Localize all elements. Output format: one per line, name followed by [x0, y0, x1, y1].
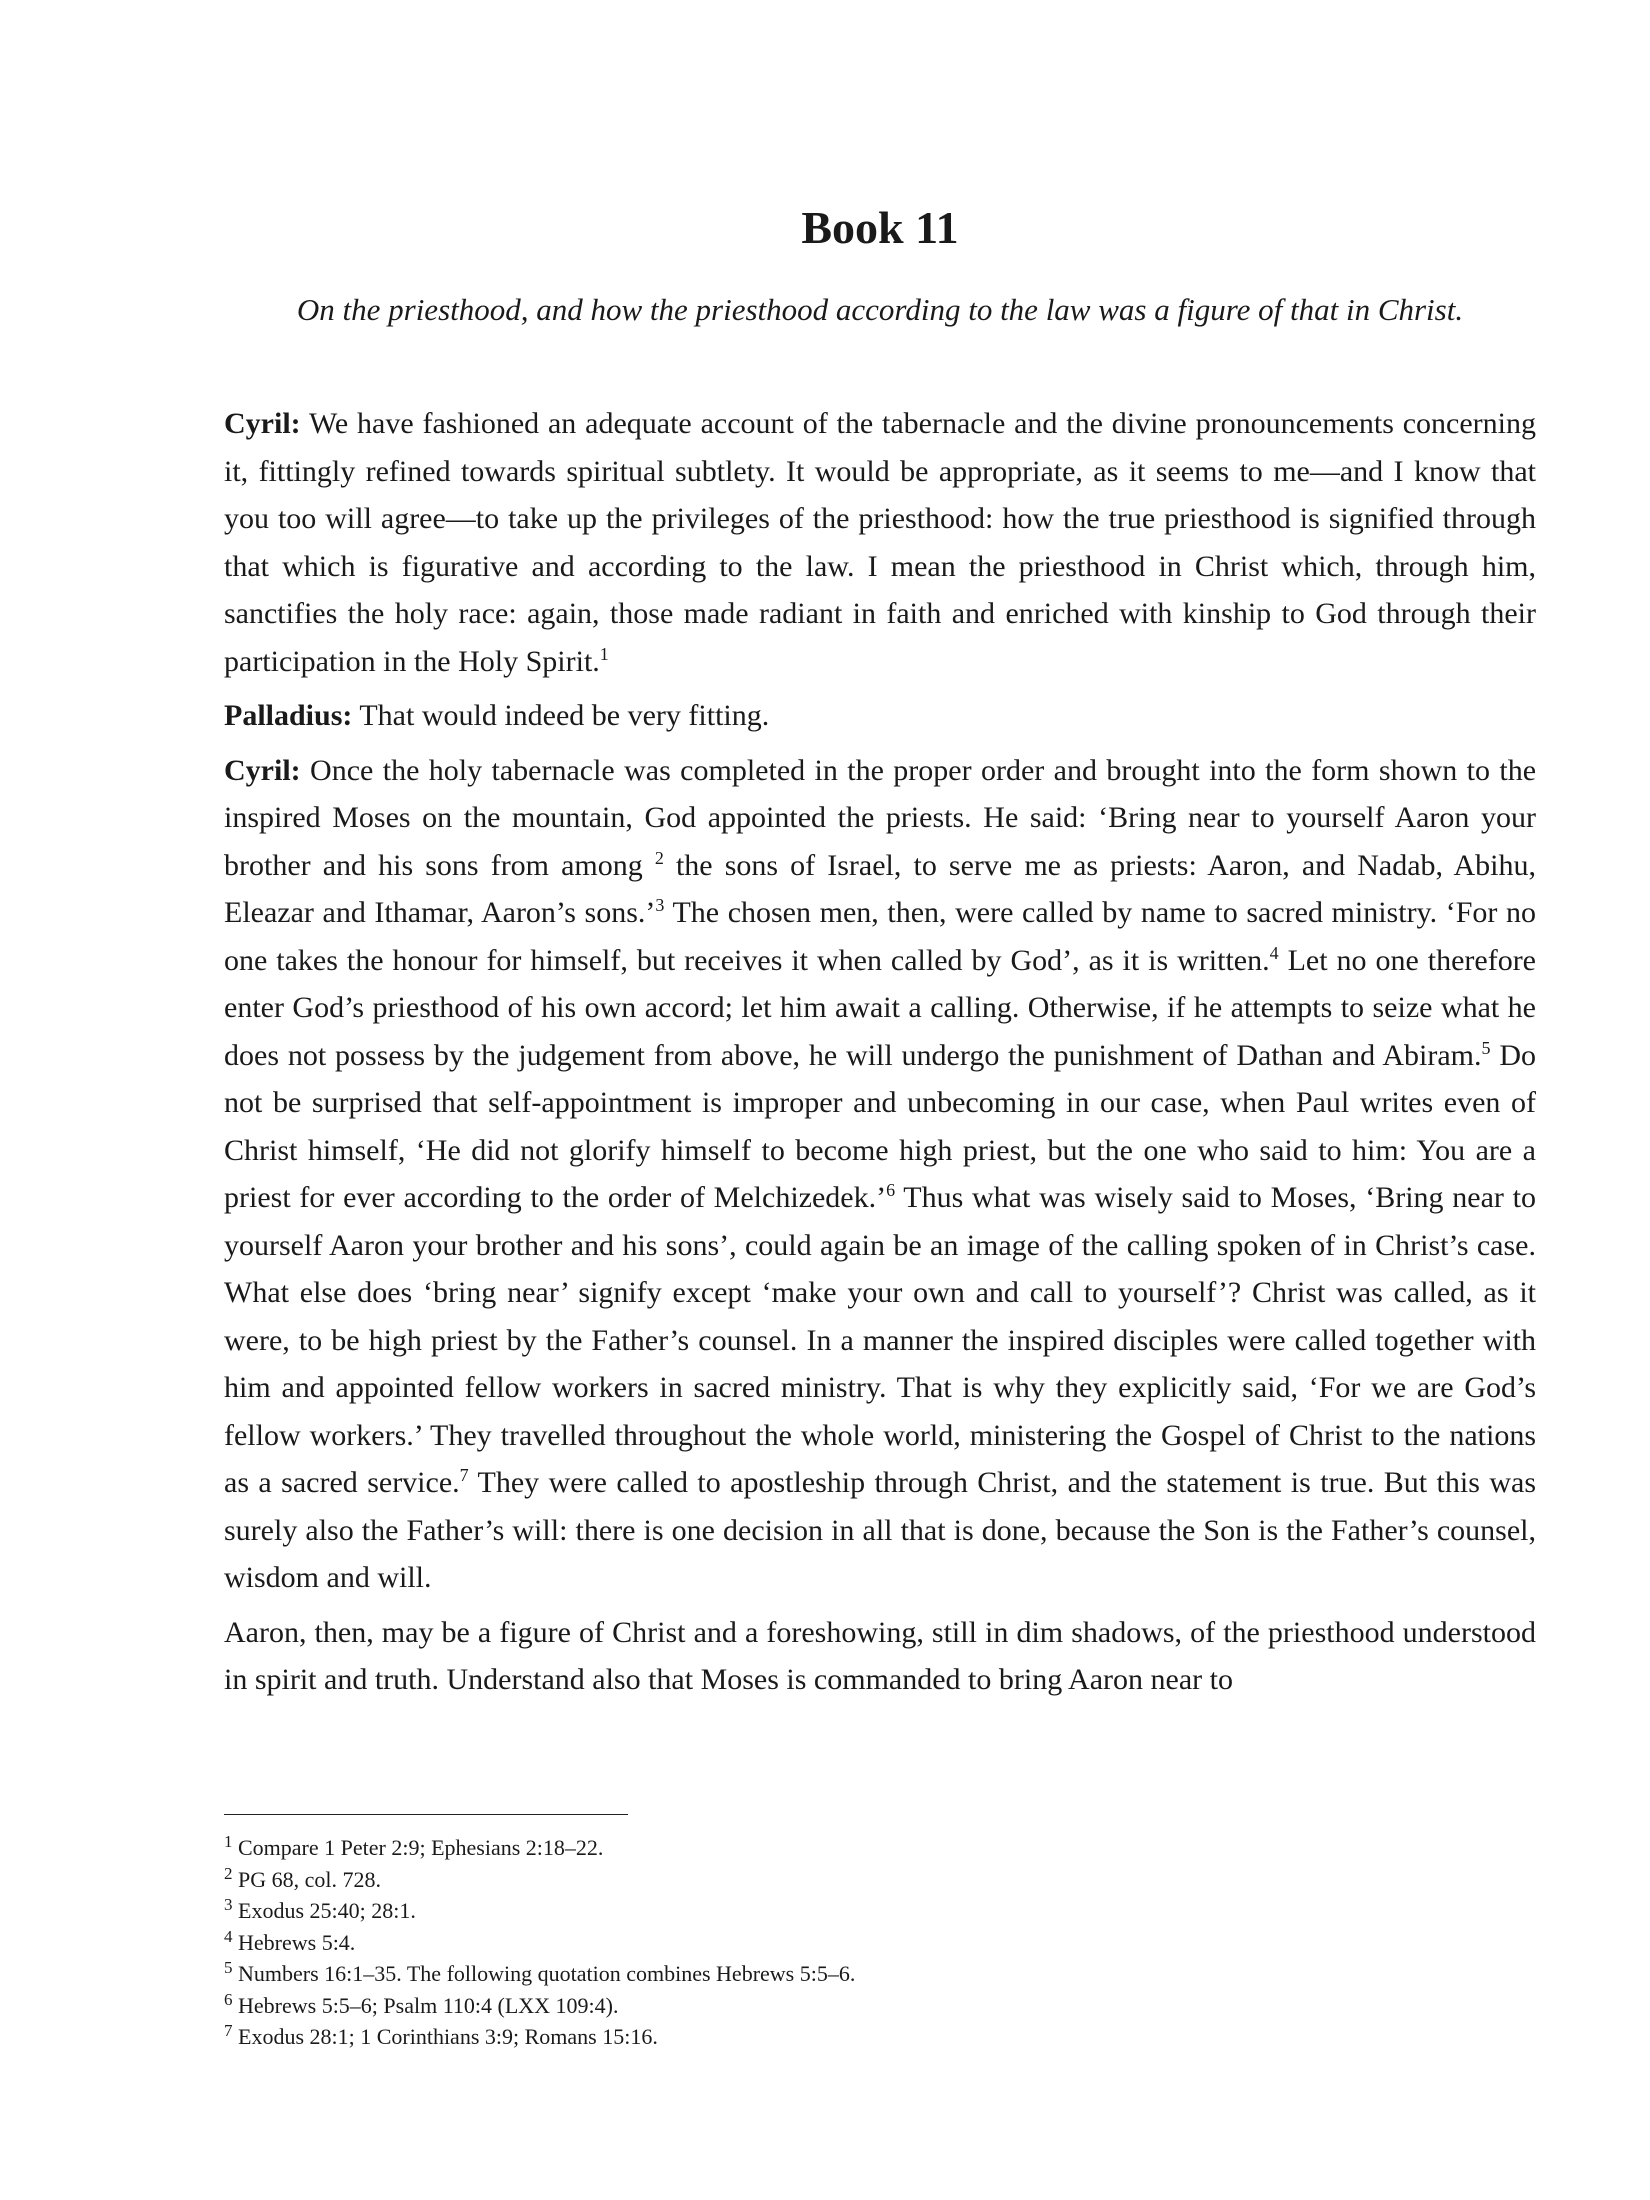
page-subtitle: On the priesthood, and how the priesthood according to the law was a figure of that in Christ.	[296, 292, 1464, 327]
footnote-marker: 2	[654, 847, 664, 868]
paragraph-text: That would indeed be very fitting.	[359, 699, 770, 732]
footnote-text: Numbers 16:1–35. The following quotation combines Hebrews 5:5–6.	[238, 1961, 856, 1986]
footnote	[224, 1832, 1536, 1864]
footnote	[224, 1895, 1536, 1927]
footnote-text: Hebrews 5:4.	[238, 1929, 356, 1955]
footnote-text: PG 68, col. 728.	[238, 1866, 381, 1892]
paragraph-text: Let no one therefore enter God’s priesthood of his own accord; let him await a calling. Otherwise, if he attempts to seize what he does not possess by the judgement from above, he will undergo the punishment of Dathan and Abiram.	[224, 943, 1536, 1072]
narrative-paragraph	[224, 1609, 1536, 1704]
paragraph-text: Aaron, then, may be a figure of Christ and a foreshowing, still in dim shadows, of the priesthood understood in spirit and truth. Understand also that Moses is commanded to bring Aaron near to	[224, 1615, 1536, 1696]
footnote-marker: 3	[655, 895, 665, 915]
dialogue-paragraph	[224, 747, 1536, 1602]
footnote-marker: 4	[1269, 942, 1279, 963]
footnote	[224, 1958, 1536, 1990]
footnote-marker: 7	[459, 1465, 469, 1485]
footnote-text: Exodus 25:40; 28:1.	[238, 1898, 416, 1923]
footnote-divider	[224, 1814, 628, 1815]
paragraph-text: The chosen men, then, were called by name to sacred ministry. ‘For no one takes the honour for himself, but receives it when called by God’, as it is written.	[224, 896, 1536, 977]
footnote-number: 6	[224, 1989, 233, 2009]
footnote	[224, 1864, 1536, 1896]
footnote-marker: 5	[1481, 1037, 1491, 1058]
footnote-number: 5	[224, 1958, 233, 1977]
footnotes	[224, 1832, 1536, 2053]
footnote-number: 4	[224, 1926, 233, 1946]
page-title: Book 11	[801, 202, 959, 253]
document-page	[224, 0, 1536, 2200]
dialogue-paragraph	[224, 400, 1536, 685]
paragraph-text: Once the holy tabernacle was completed in the proper order and brought into the form shown to the inspired Moses on the mountain, God appointed the priests. He said: ‘Bring near to yourself Aaron your brother and his sons from among	[224, 753, 1537, 882]
dialogue-paragraph	[224, 692, 1536, 740]
footnote	[224, 1990, 1536, 2022]
footnote-number: 2	[224, 1863, 233, 1883]
paragraph-text: They were called to apostleship through Christ, and the statement is true. But this was surely also the Father’s will: there is one decision in all that is done, because the Son is the Father’s counsel, wisdom and will.	[224, 1466, 1536, 1594]
speaker-label: Cyril:	[224, 407, 301, 440]
footnote-marker: 6	[886, 1180, 896, 1200]
footnote-marker: 1	[599, 643, 609, 664]
paragraph-text: We have fashioned an adequate account of the tabernacle and the divine pronouncements concerning it, fittingly refined towards spiritual subtlety. It would be appropriate, as it seems to me—and I know that you too will agree—to take up the privileges of the priesthood: how the true priesthood is signified through that which is figurative and according to the law. I mean the priesthood in Christ which, through him, sanctifies the holy race: again, those made radiant in faith and enriched with kinship to God through their participation in the Holy Spirit.	[224, 407, 1536, 678]
footnote-text: Hebrews 5:5–6; Psalm 110:4 (LXX 109:4).	[238, 1992, 619, 2018]
speaker-label: Cyril:	[224, 753, 301, 787]
footnote-number: 7	[224, 2021, 233, 2040]
speaker-label: Palladius:	[224, 699, 353, 732]
paragraph-text: the sons of Israel, to serve me as priests: Aaron, and Nadab, Abihu, Eleazar and Ithamar, Aaron’s sons.’	[224, 848, 1536, 929]
footnote-text: Exodus 28:1; 1 Corinthians 3:9; Romans 15:16.	[238, 2024, 658, 2049]
main-text	[224, 400, 1536, 1711]
paragraph-text: Do not be surprised that self-appointment is improper and unbecoming in our case, when Paul writes even of Christ himself, ‘He did not glorify himself to become high priest, but the one who said to him: You are a priest for ever according to the order of Melchizedek.’	[224, 1038, 1536, 1214]
footnote	[224, 2021, 1536, 2053]
paragraph-text: Thus what was wisely said to Moses, ‘Bring near to yourself Aaron your brother and his sons’, could again be an image of the calling spoken of in Christ’s case. What else does ‘bring near’ signify except ‘make your own and call to yourself’? Christ was called, as it were, to be high priest by the Father’s counsel. In a manner the inspired disciples were called together with him and appointed fellow workers in sacred ministry. That is why they explicitly said, ‘For we are God’s fellow workers.’ They travelled throughout the whole world, ministering the Gospel of Christ to the nations as a sacred service.	[224, 1181, 1536, 1499]
footnote-text: Compare 1 Peter 2:9; Ephesians 2:18–22.	[238, 1835, 604, 1860]
footnote-number: 3	[224, 1895, 233, 1914]
footnote	[224, 1927, 1536, 1959]
footnote-number: 1	[224, 1832, 233, 1851]
